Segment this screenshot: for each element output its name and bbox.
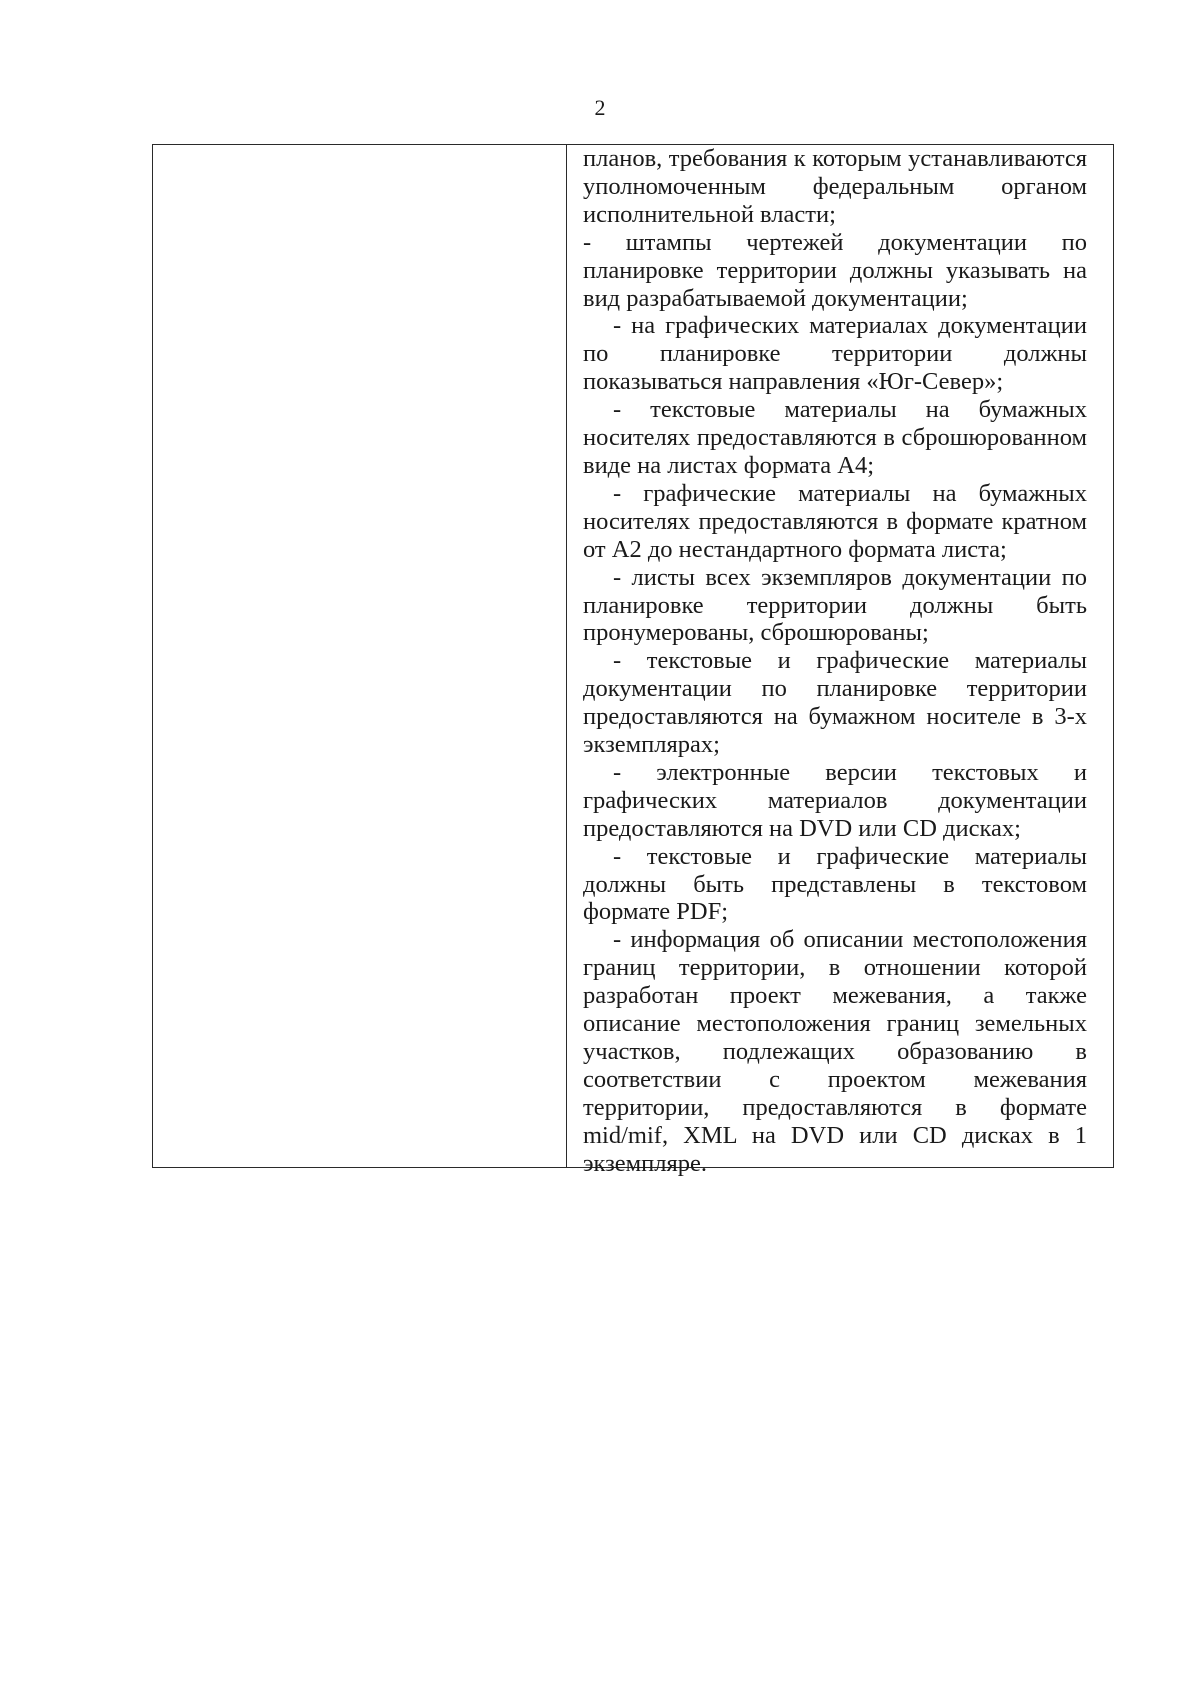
page-number: 2: [594, 95, 606, 120]
paragraph-boundary-info-mif-xml: - информация об описании местоположения границ территории, в отношении которой разработан проект межевания, а также описание местоположения границ земельных участков, подлежащих образованию в соответствии с проектом межевания территории, предоставляются в формате mid/mif, XML на DVD или CD дисках в 1 экземпляре.: [583, 926, 1087, 1177]
requirements-table: [152, 144, 1114, 1177]
paragraph-sheets-numbered: - листы всех экземпляров документации по планировке территории должны быть пронумерованы, сброшюрованы;: [583, 563, 1087, 647]
paragraph-three-copies: - текстовые и графические материалы документации по планировке территории предоставляются на бумажном носителе в 3-х экземплярах;: [583, 647, 1087, 759]
paragraph-pdf-format: - текстовые и графические материалы должны быть представлены в текстовом формате PDF;: [583, 842, 1087, 926]
table-right-cell: [567, 145, 1113, 1177]
paragraph-drawing-stamps: - штампы чертежей документации по планировке территории должны указывать на вид разрабатываемой документации;: [583, 228, 1087, 312]
paragraph-plans-requirements: планов, требования к которым устанавливаются уполномоченным федеральным органом исполнительной власти;: [583, 145, 1087, 228]
paragraph-south-north-direction: - на графических материалах документации по планировке территории должны показываться направления «Юг-Север»;: [583, 312, 1087, 396]
paragraph-electronic-versions: - электронные версии текстовых и графических материалов документации предоставляются на DVD или CD дисках;: [583, 758, 1087, 842]
paragraph-graphic-materials-format: - графические материалы на бумажных носителях предоставляются в формате кратном от А2 до нестандартного формата листа;: [583, 479, 1087, 563]
paragraph-text-materials-a4: - текстовые материалы на бумажных носителях предоставляются в сброшюрованном виде на листах формата А4;: [583, 396, 1087, 479]
table-left-cell: [153, 145, 567, 1167]
